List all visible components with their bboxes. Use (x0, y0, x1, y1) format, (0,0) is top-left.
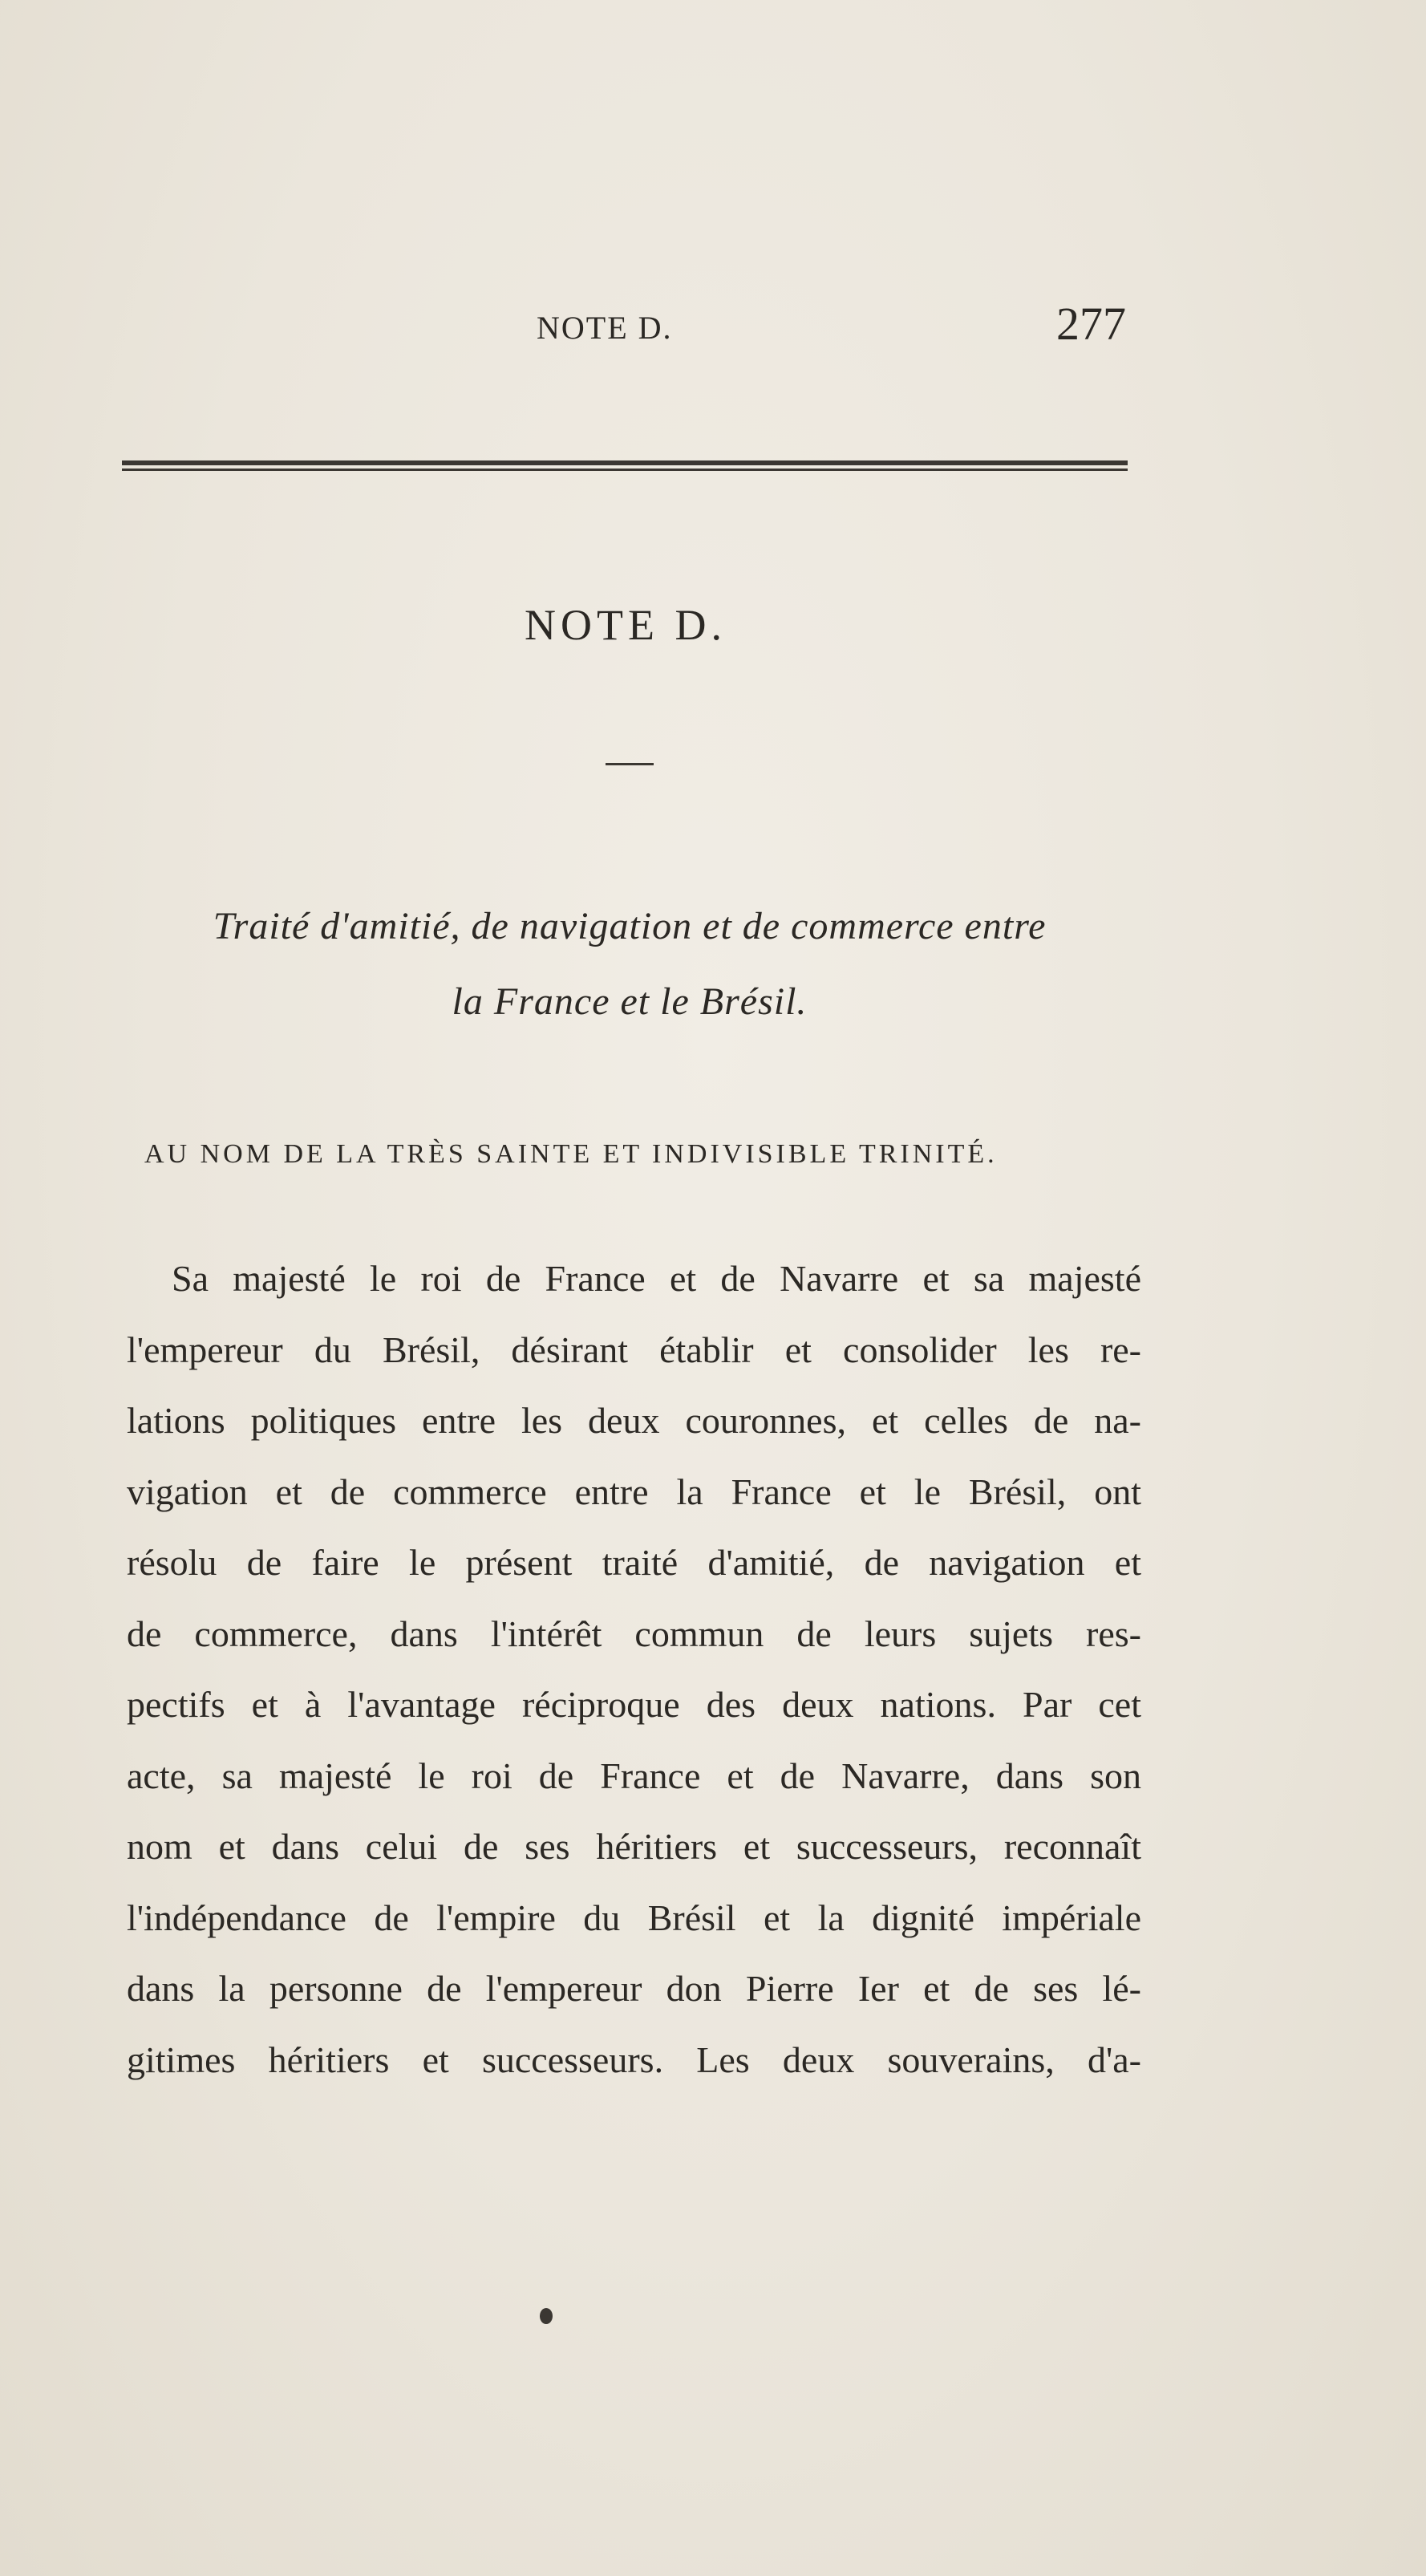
running-header (124, 297, 1126, 369)
rule-thick-line (122, 460, 1128, 465)
page-number: 277 (1056, 298, 1126, 350)
running-title: NOTE D. (537, 310, 673, 346)
body-line: nom et dans celui de ses héritiers et successeurs, reconnaît (127, 1826, 1141, 1867)
body-line: l'empereur du Brésil, désirant établir et consolider les re- (127, 1329, 1141, 1370)
treaty-title (124, 889, 1136, 1040)
note-heading: NOTE D. (525, 601, 727, 649)
body-line: l'indépendance de l'empire du Brésil et la dignité impériale (127, 1897, 1141, 1938)
invocation-line: AU NOM DE LA TRÈS SAINTE ET INDIVISIBLE TRINITÉ. (144, 1139, 998, 1169)
short-rule (606, 763, 654, 765)
body-paragraph (127, 1243, 1141, 2095)
body-line: acte, sa majesté le roi de France et de Navarre, dans son (127, 1755, 1141, 1796)
body-line: de commerce, dans l'intérêt commun de leurs sujets res- (127, 1613, 1141, 1654)
body-line: vigation et de commerce entre la France et le Brésil, ont (127, 1471, 1141, 1512)
ink-dot (540, 2308, 553, 2324)
treaty-title-line-1: Traité d'amitié, de navigation et de commerce entre (213, 905, 1047, 947)
body-line: lations politiques entre les deux couronnes, et celles de na- (127, 1400, 1141, 1441)
body-line: dans la personne de l'empereur don Pierre Ier et de ses lé- (127, 1968, 1141, 2009)
body-line: pectifs et à l'avantage réciproque des deux nations. Par cet (127, 1684, 1141, 1725)
body-line: Sa majesté le roi de France et de Navarre et sa majesté (172, 1258, 1141, 1299)
body-line: gitimes héritiers et successeurs. Les deux souverains, d'a- (127, 2038, 1141, 2080)
body-line: résolu de faire le présent traité d'amitié, de navigation et (127, 1542, 1141, 1583)
rule-thin-line (122, 469, 1128, 471)
double-rule (122, 460, 1128, 472)
treaty-title-line-2: la France et le Brésil. (452, 980, 808, 1023)
